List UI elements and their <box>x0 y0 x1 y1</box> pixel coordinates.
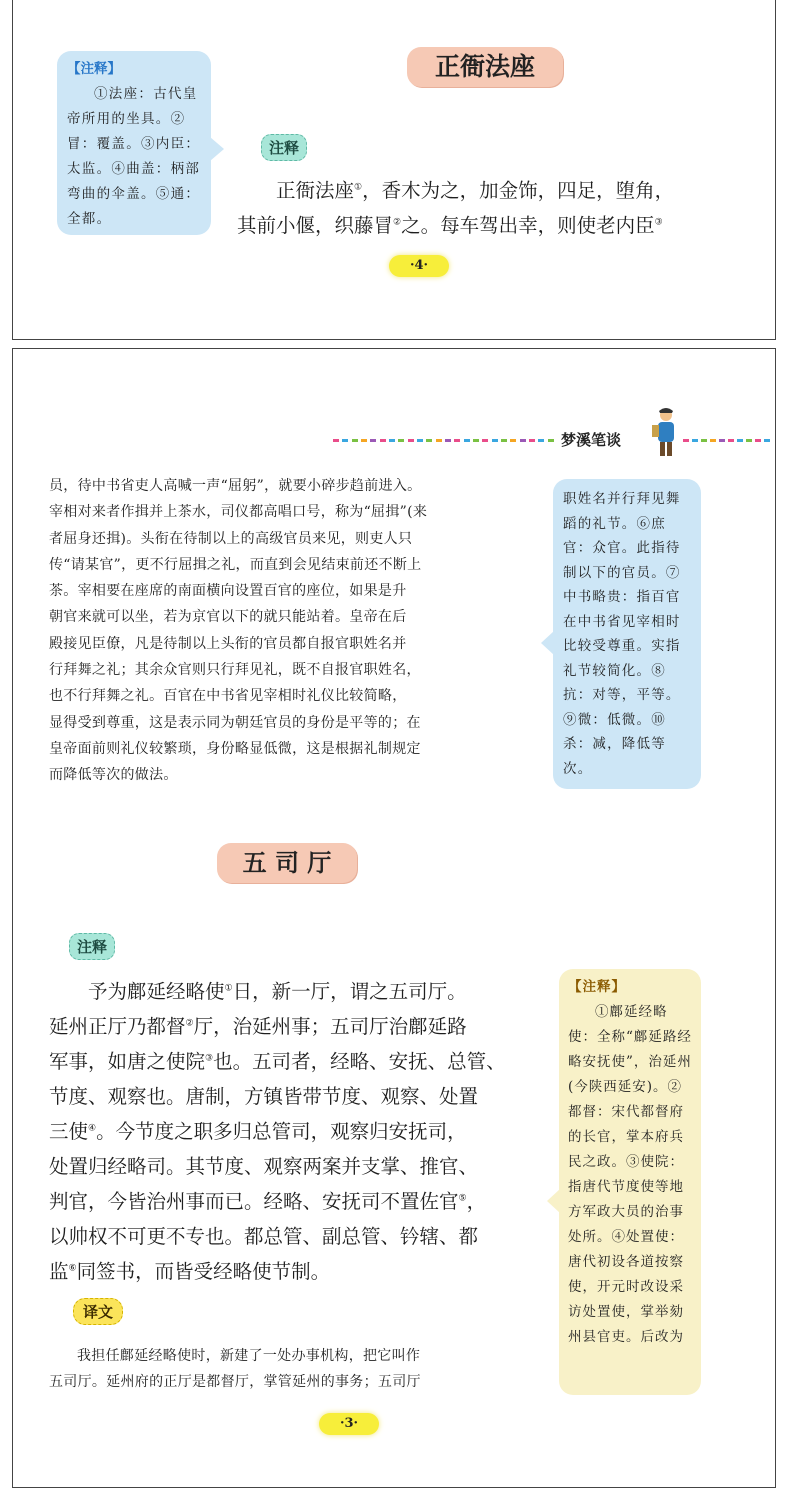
original-line <box>49 1044 527 1079</box>
text-run: 。今节度之职多归总管司，观察归安抚司， <box>96 1120 467 1143</box>
text-run: 监 <box>49 1260 69 1283</box>
header-dash <box>538 439 544 442</box>
text-run: 其前小偃，织藤冒 <box>237 214 394 237</box>
text-run: 厅，治延州事；五司厅治鄜延路 <box>193 1015 467 1038</box>
header-dash <box>482 439 488 442</box>
footnote-marker: ① <box>354 182 363 193</box>
text-run: 同签书，而皆受经略使节制。 <box>76 1260 331 1283</box>
original-line <box>49 1184 527 1219</box>
footnote-marker: ② <box>185 1018 194 1029</box>
note-pointer-2 <box>547 1189 560 1213</box>
text-run: 三使 <box>49 1120 89 1143</box>
text-run: 判官，今皆治州事而已。经略、安抚司不置佐官 <box>49 1190 459 1213</box>
side-note-box <box>57 51 211 235</box>
header-dash <box>417 439 423 442</box>
book-title: 梦溪笔谈 <box>561 431 622 449</box>
text-run: 也。五司者，经略、安抚、总管、 <box>213 1050 506 1073</box>
original-line <box>49 1114 527 1149</box>
footnote-marker: ② <box>393 217 402 228</box>
text-run: 正衙法座 <box>276 179 355 202</box>
header-dash <box>454 439 460 442</box>
page-3 <box>12 348 776 1488</box>
annotation-tag-2: 注释 <box>69 933 115 960</box>
text-line: 传“请某官”，更不行屈揖之礼，而直到会见结束前还不断上 <box>49 556 422 573</box>
header-dash <box>398 439 404 442</box>
header-dash <box>492 439 498 442</box>
text-run: 处置归经略司。其节度、观察两案并支掌、推官、 <box>49 1155 479 1178</box>
header-dash <box>380 439 386 442</box>
header-dash <box>445 439 451 442</box>
note-pointer-1 <box>541 631 554 655</box>
header-dash <box>683 439 689 442</box>
text-run: ，香木为之，加金饰，四足，堕角， <box>362 179 675 202</box>
header-dash <box>361 439 367 442</box>
header-dash <box>333 439 339 442</box>
note-heading: 【注释】 <box>67 61 121 77</box>
text-line: 显得受到尊重，这是表示同为朝廷官员的身份是平等的；在 <box>49 714 421 731</box>
annotation-tag: 注释 <box>261 134 307 161</box>
header-dash <box>719 439 725 442</box>
header-dash <box>520 439 526 442</box>
text-run: 予为鄜延经略使 <box>88 980 225 1003</box>
header-dash <box>389 439 395 442</box>
text-line: 者屈身还揖)。头衔在待制以上的高级官员来见，则吏人只 <box>49 530 413 547</box>
header-dash <box>436 439 442 442</box>
original-text <box>237 173 742 243</box>
header-dash <box>426 439 432 442</box>
header-dash <box>755 439 761 442</box>
header-dash <box>529 439 535 442</box>
text-run: 延州正厅乃都督 <box>49 1015 186 1038</box>
text-line: 殿接见臣僚，凡是待制以上头衔的官员都自报官职姓名并 <box>49 635 407 652</box>
side-note-box-1 <box>553 479 701 789</box>
text-line: 宰相对来者作揖并上茶水，司仪都高唱口号，称为“屈揖”(来 <box>49 504 428 521</box>
original-line <box>49 1149 527 1184</box>
original-line <box>49 1219 527 1254</box>
footnote-marker: ③ <box>205 1053 214 1064</box>
header-dash <box>728 439 734 442</box>
header-dash <box>370 439 376 442</box>
footnote-marker: ① <box>224 983 233 994</box>
original-line <box>237 173 742 208</box>
original-line <box>49 1079 527 1114</box>
text-line: 我担任鄜延经略使时，新建了一处办事机构，把它叫作 <box>77 1348 421 1364</box>
text-run: 以帅权不可更不专也。都总管、副总管、钤辖、都 <box>49 1225 479 1248</box>
original-line <box>237 208 742 243</box>
note-heading-2: 【注释】 <box>568 979 626 995</box>
header-dash <box>746 439 752 442</box>
footnote-marker: ④ <box>88 1123 97 1134</box>
text-line: 也不行拜舞之礼。百官在中书省见宰相时礼仪比较简略， <box>49 688 407 705</box>
original-text-2 <box>49 974 527 1289</box>
note-text-2: ①鄜延经略使：全称“鄜延路经略安抚使”，治延州(今陕西延安)。②都督：宋代都督府的长官，掌本府兵民之政。③使院：指唐代节度使等地方军政大员的治事处所。④处置使：唐代初设各道按察使，开元时改设采访处置使，掌举劾州县官吏。后改为 <box>568 1004 692 1345</box>
text-run: 日，新一厅，谓之五司厅。 <box>232 980 467 1003</box>
note-pointer <box>210 137 224 161</box>
text-line: 朝官来就可以坐，若为京官以下的就只能站着。皇帝在后 <box>49 609 407 626</box>
translation-tag: 译文 <box>73 1298 123 1325</box>
text-run: 军事，如唐之使院 <box>49 1050 206 1073</box>
page-4 <box>12 0 776 340</box>
header-dash <box>764 439 770 442</box>
footnote-marker: ③ <box>654 217 663 228</box>
header-dash <box>710 439 716 442</box>
header-dashes-right <box>683 439 773 442</box>
header-dash <box>548 439 554 442</box>
header-dash <box>510 439 516 442</box>
text-line: 而降低等次的做法。 <box>49 767 178 784</box>
header-dash <box>464 439 470 442</box>
header-dash <box>342 439 348 442</box>
note-text-1: 职姓名并行拜见舞蹈的礼节。⑥庶官：众官。此指待制以下的官员。⑦中书略贵：指百官在中书省见宰相时比较受尊重。实指礼节较简化。⑧抗：对等，平等。⑨微：低微。⑩杀：减，降低等次。 <box>563 491 681 777</box>
original-line <box>49 1254 527 1289</box>
section-title: 五 司 厅 <box>217 843 357 883</box>
text-line: 五司厅。延州府的正厅是都督厅，掌管延州的事务；五司厅 <box>49 1374 421 1391</box>
page-title: 正衙法座 <box>407 47 563 87</box>
scholar-figure-icon <box>649 407 683 459</box>
side-note-box-2 <box>559 969 701 1395</box>
original-line <box>49 1009 527 1044</box>
text-run: 之。每车驾出幸，则使老内臣 <box>401 214 655 237</box>
text-line: 行拜舞之礼；其余众官则只行拜见礼，既不自报官职姓名， <box>49 662 421 679</box>
header-dash <box>408 439 414 442</box>
page-number-2: ·3· <box>319 1413 379 1435</box>
translation-text <box>49 1343 527 1396</box>
footnote-marker: ⑤ <box>458 1193 467 1204</box>
note-text: ①法座：古代皇帝所用的坐具。②冒：覆盖。③内臣：太监。④曲盖：柄部弯曲的伞盖。⑤通：全都。 <box>67 86 201 227</box>
header-dash <box>701 439 707 442</box>
text-run: ， <box>466 1190 487 1213</box>
header-dash <box>352 439 358 442</box>
translation-continued <box>49 473 527 789</box>
text-line: 茶。宰相要在座席的南面横向设置百官的座位，如果是升 <box>49 583 407 600</box>
text-line: 皇帝面前则礼仪较繁琐，身份略显低微，这是根据礼制规定 <box>49 740 421 757</box>
header-dash <box>501 439 507 442</box>
text-line: 员，待中书省吏人高喊一声“屈躬”，就要小碎步趋前进入。 <box>49 478 422 494</box>
original-line <box>49 974 527 1009</box>
text-run: 节度、观察也。唐制，方镇皆带节度、观察、处置 <box>49 1085 479 1108</box>
header-dash <box>692 439 698 442</box>
header-dash <box>473 439 479 442</box>
header-dashes-left <box>333 439 557 442</box>
page-number: ·4· <box>389 255 449 277</box>
footnote-marker: ⑥ <box>68 1263 77 1274</box>
header-dash <box>737 439 743 442</box>
